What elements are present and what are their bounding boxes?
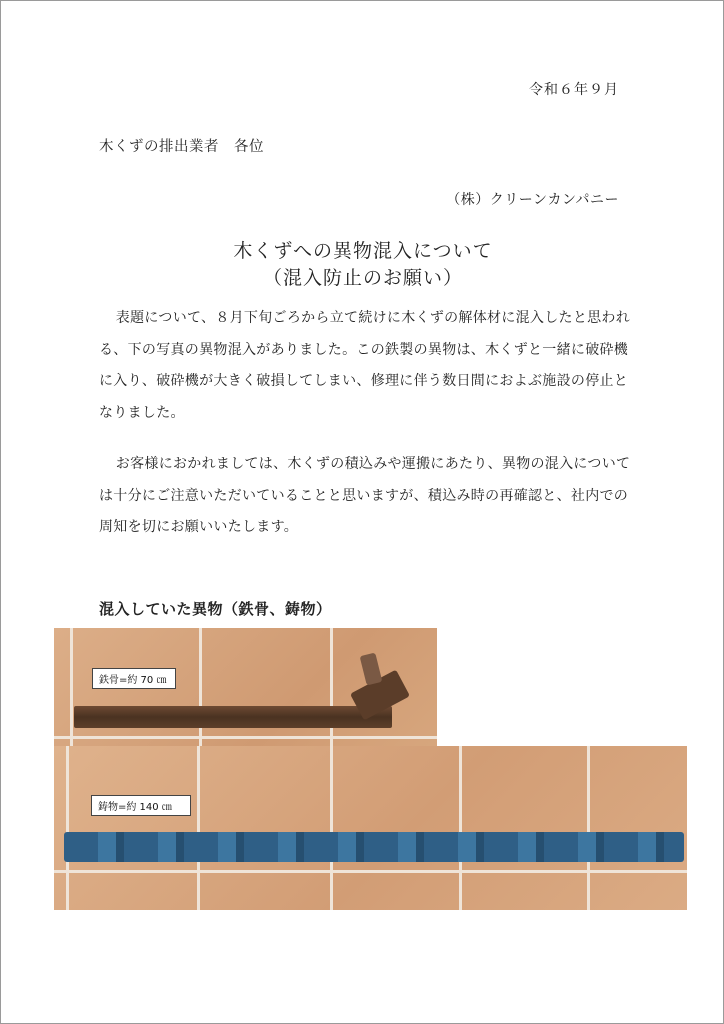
body-paragraph-1: 表題について、８月下旬ごろから立て続けに木くずの解体材に混入したと思われる、下の写真の異物混入がありました。この鉄製の異物は、木くずと一緒に破砕機に入り、破砕機が大きく破損してしまい、修理に伴う数日間におよぶ施設の停止となりました。 bbox=[99, 310, 631, 421]
steel-stub-shape bbox=[360, 653, 383, 686]
document-subtitle: （混入防止のお願い） bbox=[262, 267, 463, 289]
steel-frame-label: 鉄骨=約 70 ㎝ bbox=[92, 668, 176, 689]
document-title: 木くずへの異物混入について bbox=[233, 240, 493, 262]
casting-photo bbox=[54, 746, 687, 910]
casting-bar-shape bbox=[64, 832, 684, 862]
recipient-line: 木くずの排出業者 各位 bbox=[99, 139, 264, 155]
sender-line: （株）クリーンカンパニー bbox=[446, 192, 619, 208]
body-paragraph-2: お客様におかれましては、木くずの積込みや運搬にあたり、異物の混入については十分にご注意いただいていることと思いますが、積込み時の再確認と、社内での周知を切にお願いいたします。 bbox=[99, 456, 631, 535]
document-date: 令和６年９月 bbox=[529, 82, 619, 98]
section-heading: 混入していた異物（鉄骨、鋳物） bbox=[99, 600, 332, 618]
steel-rod-shape bbox=[74, 706, 392, 728]
casting-label: 鋳物=約 140 ㎝ bbox=[91, 795, 191, 816]
